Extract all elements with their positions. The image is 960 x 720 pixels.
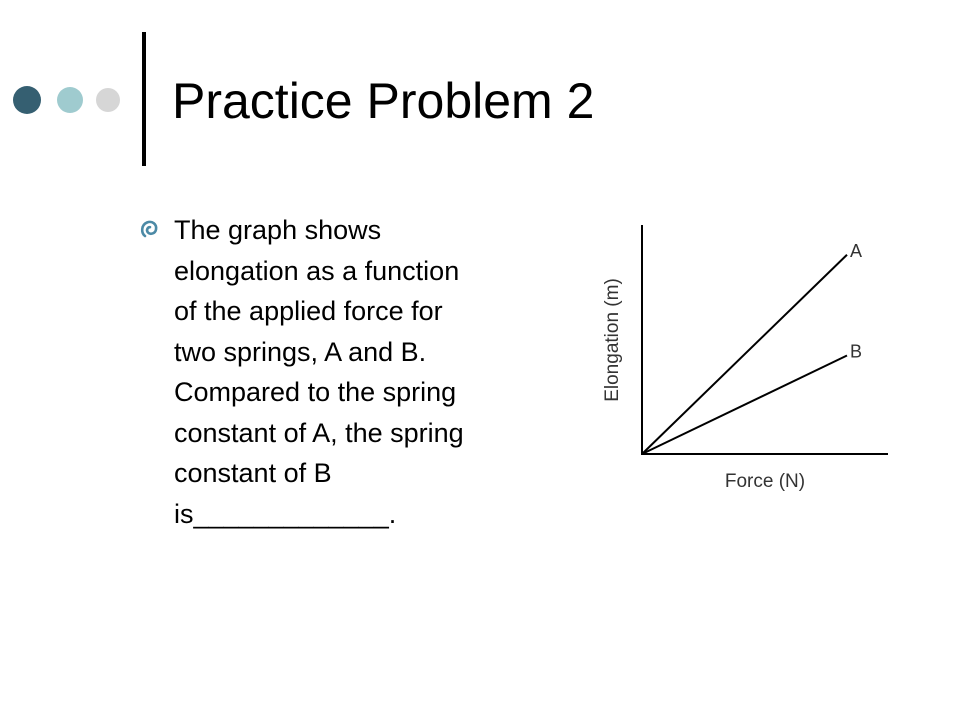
series-line-a	[642, 255, 847, 454]
series-label-b: B	[850, 341, 863, 362]
decor-dot-dark	[13, 86, 41, 114]
x-axis-label: Force (N)	[724, 471, 806, 492]
slide-title: Practice Problem 2	[172, 73, 595, 129]
y-axis-label: Elongation (m)	[602, 278, 623, 402]
decor-dot-teal	[57, 87, 83, 113]
decor-dot-light	[96, 88, 120, 112]
series-line-b	[642, 356, 847, 454]
swirl-bullet-icon	[139, 219, 159, 239]
series-label-a: A	[850, 240, 863, 261]
question-text: The graph shows elongation as a function of the applied force for two springs, A and B. Compared to the spring constant of A, the spring constant of B is_____________.	[174, 215, 464, 529]
title-divider	[142, 32, 146, 166]
elongation-force-graph	[590, 215, 900, 505]
